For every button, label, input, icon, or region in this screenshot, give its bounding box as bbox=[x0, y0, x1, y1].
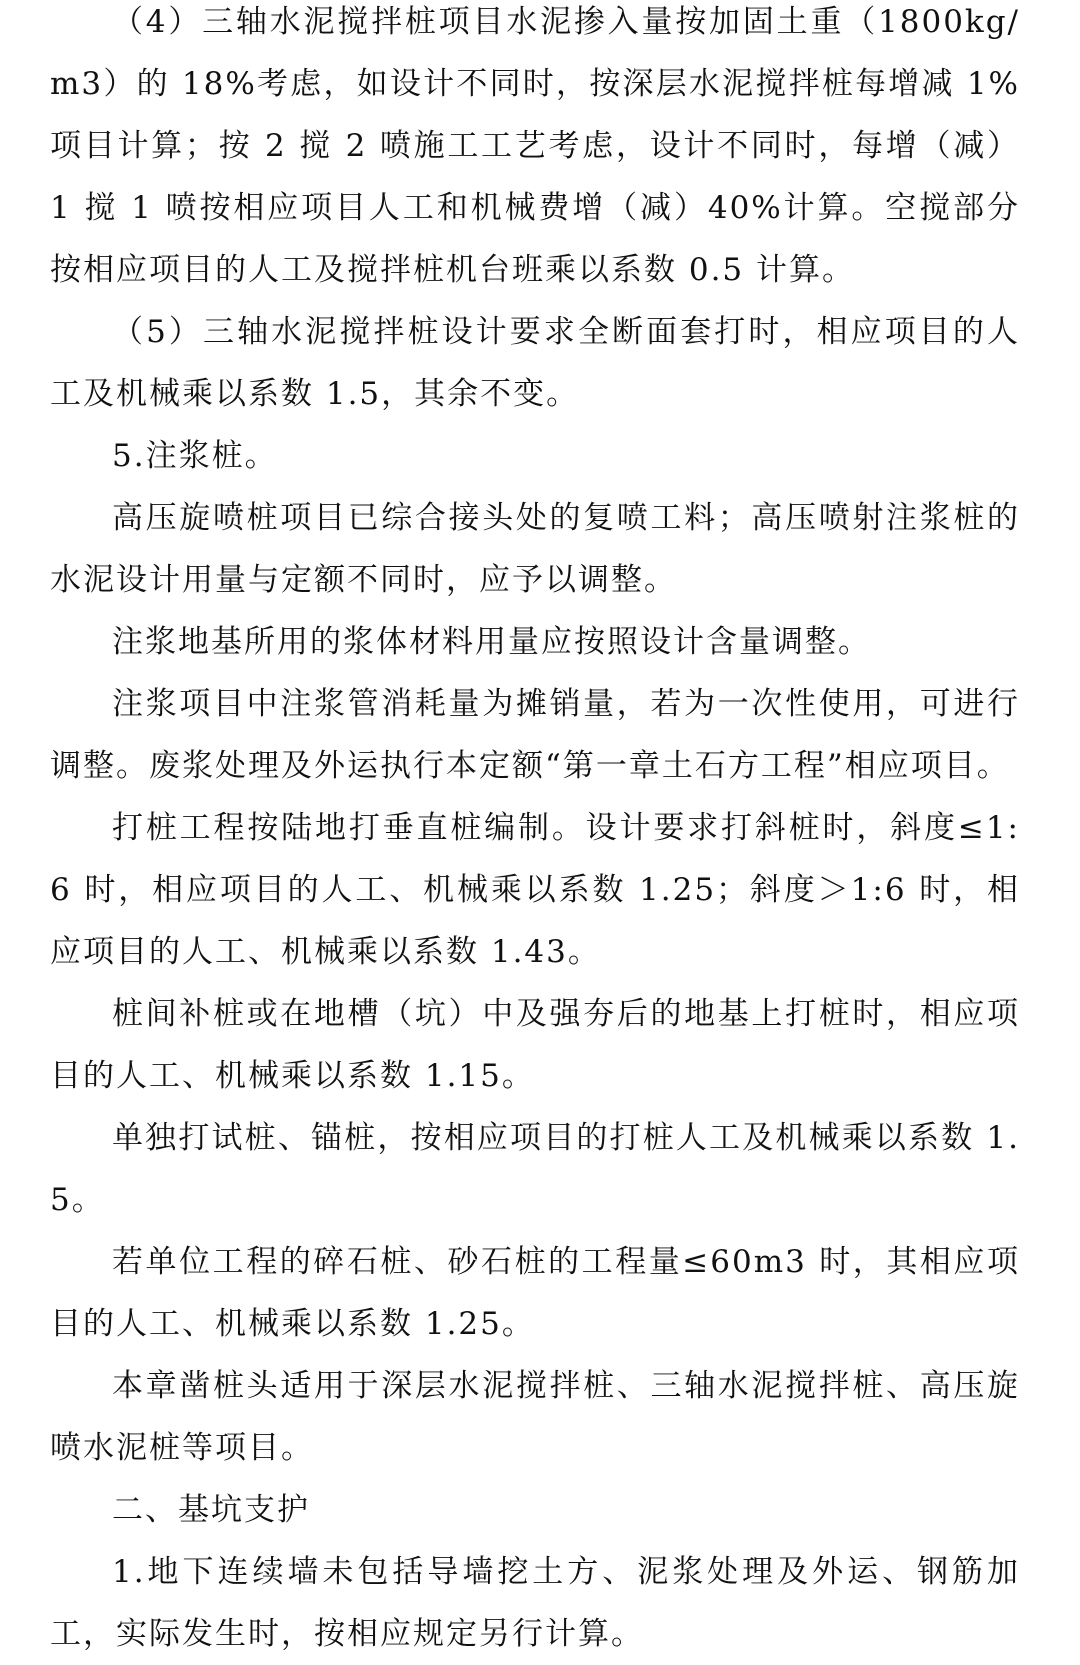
paragraph-diaphragm-wall: 1.地下连续墙未包括导墙挖土方、泥浆处理及外运、钢筋加工，实际发生时，按相应规定另行计算。 bbox=[50, 1554, 1020, 1652]
paragraph-full-section-overlap: （5）三轴水泥搅拌桩设计要求全断面套打时，相应项目的人工及机械乘以系数 1.5，其余不变。 bbox=[50, 314, 1020, 412]
paragraph-gravel-pile: 若单位工程的碎石桩、砂石桩的工程量≤60m3 时，其相应项目的人工、机械乘以系数 1.25。 bbox=[50, 1244, 1020, 1342]
paragraph-supplementary-pile: 桩间补桩或在地槽（坑）中及强夯后的地基上打桩时，相应项目的人工、机械乘以系数 1.15。 bbox=[50, 996, 1020, 1094]
paragraph-grout-material: 注浆地基所用的浆体材料用量应按照设计含量调整。 bbox=[112, 624, 871, 660]
paragraph-inclined-pile: 打桩工程按陆地打垂直桩编制。设计要求打斜桩时，斜度≤1:6 时，相应项目的人工、机械乘以系数 1.25；斜度＞1:6 时，相应项目的人工、机械乘以系数 1.43。 bbox=[50, 810, 1020, 970]
section-heading-grouting-pile: 5.注浆桩。 bbox=[112, 438, 278, 474]
paragraph-grout-pipe: 注浆项目中注浆管消耗量为摊销量，若为一次性使用，可进行调整。废浆处理及外运执行本定额“第一章土石方工程”相应项目。 bbox=[50, 686, 1020, 784]
paragraph-triaxial-cement-ratio: （4）三轴水泥搅拌桩项目水泥掺入量按加固土重（1800kg/m3）的 18%考虑，如设计不同时，按深层水泥搅拌桩每增减 1%项目计算；按 2 搅 2 喷施工工艺考虑，设计不同时，每增（减）1 搅 1 喷按相应项目人工和机械费增（减）40%计算。空搅部分按相应项目的人工及搅拌桩机台班乘以系数 0.5 计算。 bbox=[50, 4, 1020, 288]
paragraph-test-pile: 单独打试桩、锚桩，按相应项目的打桩人工及机械乘以系数 1.5。 bbox=[50, 1120, 1020, 1218]
paragraph-high-pressure-jet: 高压旋喷桩项目已综合接头处的复喷工料；高压喷射注浆桩的水泥设计用量与定额不同时，应予以调整。 bbox=[50, 500, 1020, 598]
paragraph-pile-head: 本章凿桩头适用于深层水泥搅拌桩、三轴水泥搅拌桩、高压旋喷水泥桩等项目。 bbox=[50, 1368, 1020, 1466]
section-heading-foundation-pit: 二、基坑支护 bbox=[112, 1492, 310, 1528]
